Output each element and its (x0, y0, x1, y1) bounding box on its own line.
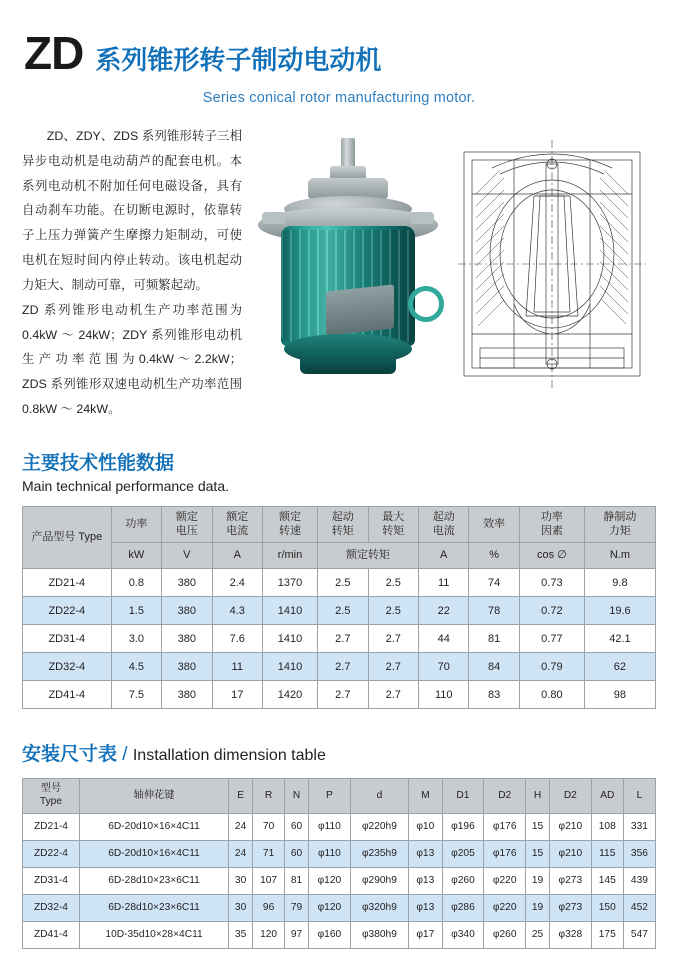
th-start-current: 起动 电流 (418, 506, 468, 543)
cell-d: φ290h9 (350, 867, 408, 894)
cell-h: 15 (526, 840, 550, 867)
cell-cos: 0.80 (519, 681, 584, 709)
cell-d1: φ286 (442, 894, 484, 921)
cell-h: 15 (526, 813, 550, 840)
cell-kw: 4.5 (111, 653, 161, 681)
th-d: d (350, 779, 408, 814)
th-m: M (409, 779, 443, 814)
cell-n: 60 (285, 813, 309, 840)
th-p: P (309, 779, 351, 814)
cell-m: φ10 (409, 813, 443, 840)
th-unit-kw: kW (111, 543, 161, 569)
cell-d: φ220h9 (350, 813, 408, 840)
cell-start-current: 110 (418, 681, 468, 709)
th-spline: 轴伸花键 (79, 779, 228, 814)
page-subtitle: Series conical rotor manufacturing motor. (202, 90, 476, 106)
section2-slash: / (122, 744, 128, 766)
th-power: 功率 (111, 506, 161, 543)
th-power-factor: 功率 因素 (519, 506, 584, 543)
cell-e: 35 (229, 921, 253, 948)
cell-d1: φ340 (442, 921, 484, 948)
cell-v: 380 (162, 597, 212, 625)
cell-type: ZD22-4 (23, 597, 112, 625)
intro-text-block (22, 124, 242, 422)
cell-type: ZD21-4 (23, 813, 80, 840)
cell-start-torque: 2.5 (318, 597, 368, 625)
th-e: E (229, 779, 253, 814)
cell-start-current: 44 (418, 625, 468, 653)
cell-kw: 7.5 (111, 681, 161, 709)
motor-cross-section-drawing (454, 134, 650, 394)
cell-m: φ13 (409, 840, 443, 867)
th-r: R (253, 779, 285, 814)
th-unit-a: A (212, 543, 262, 569)
cell-max-torque: 2.5 (368, 597, 418, 625)
cell-v: 380 (162, 653, 212, 681)
section2-heading-cn: 安装尺寸表 (22, 744, 118, 766)
th-unit-percent: % (469, 543, 519, 569)
cell-p: φ120 (309, 867, 351, 894)
cell-p: φ110 (309, 840, 351, 867)
intro-paragraph-1: ZD、ZDY、ZDS 系列锥形转子三相异步电动机是电动葫芦的配套电机。本系列电动机不附加任何电磁设备，具有自动刹车功能。在切断电源时，依靠转子上压力弹簧产生摩擦力矩制动，可使电机在短时间内停止转动。该电机起动力矩大、制动可靠，可频繁起动。 (22, 129, 242, 292)
cell-spline: 6D-20d10×16×4C11 (79, 813, 228, 840)
cell-v: 380 (162, 625, 212, 653)
cell-ad: 115 (591, 840, 623, 867)
cell-v: 380 (162, 681, 212, 709)
cell-max-torque: 2.5 (368, 569, 418, 597)
cell-start-current: 70 (418, 653, 468, 681)
title-line (24, 27, 654, 79)
cell-e: 24 (229, 840, 253, 867)
cell-brake: 42.1 (584, 625, 655, 653)
cell-rpm: 1420 (262, 681, 317, 709)
cell-h: 19 (526, 894, 550, 921)
th-h: H (526, 779, 550, 814)
cell-n: 60 (285, 840, 309, 867)
installation-dimension-table (22, 778, 656, 949)
cell-max-torque: 2.7 (368, 681, 418, 709)
cell-r: 107 (253, 867, 285, 894)
cell-brake: 62 (584, 653, 655, 681)
drawing-container (454, 124, 656, 399)
cell-a: 11 (212, 653, 262, 681)
section-installation-dimension (0, 739, 678, 766)
cell-rpm: 1410 (262, 653, 317, 681)
th-efficiency: 效率 (469, 506, 519, 543)
cell-type: ZD21-4 (23, 569, 112, 597)
cell-e: 30 (229, 867, 253, 894)
cell-d: φ380h9 (350, 921, 408, 948)
th-d2b: D2 (549, 779, 591, 814)
cell-a: 4.3 (212, 597, 262, 625)
cell-start-current: 22 (418, 597, 468, 625)
cell-start-current: 11 (418, 569, 468, 597)
intro-paragraph-2: ZD 系列锥形电动机生产功率范围为 0.4kW ～ 24kW；ZDY 系列锥形电动机 生 产 功 率 范 围 为 0.4kW ～ 2.2kW；ZDS 系列锥形双速电动机生产功率范围 0.8kW ～ 24kW。 (22, 302, 242, 416)
installation-table-body (23, 813, 656, 948)
table-row (23, 894, 656, 921)
cell-d2b: φ210 (549, 840, 591, 867)
cell-h: 19 (526, 867, 550, 894)
cell-n: 81 (285, 867, 309, 894)
technical-performance-table (22, 506, 656, 710)
table-row (23, 867, 656, 894)
cell-d2: φ176 (484, 840, 526, 867)
table-row (23, 653, 656, 681)
technical-table-head (23, 506, 656, 569)
cell-start-torque: 2.7 (318, 625, 368, 653)
cell-eff: 84 (469, 653, 519, 681)
cell-type: ZD31-4 (23, 625, 112, 653)
cell-d1: φ205 (442, 840, 484, 867)
cell-kw: 3.0 (111, 625, 161, 653)
cell-d1: φ260 (442, 867, 484, 894)
cell-l: 331 (623, 813, 655, 840)
cell-d2b: φ273 (549, 867, 591, 894)
cell-eff: 78 (469, 597, 519, 625)
table-row (23, 840, 656, 867)
table-row (23, 681, 656, 709)
th-ad: AD (591, 779, 623, 814)
cell-v: 380 (162, 569, 212, 597)
cell-l: 439 (623, 867, 655, 894)
th-unit-rated-torque: 额定转矩 (318, 543, 419, 569)
th-l: L (623, 779, 655, 814)
th-start-torque: 起动 转矩 (318, 506, 368, 543)
table-header-row-2 (23, 543, 656, 569)
cell-eff: 81 (469, 625, 519, 653)
cell-spline: 6D-20d10×16×4C11 (79, 840, 228, 867)
cell-kw: 1.5 (111, 597, 161, 625)
th-unit-a2: A (418, 543, 468, 569)
cell-h: 25 (526, 921, 550, 948)
cell-spline: 6D-28d10×23×6C11 (79, 894, 228, 921)
brand-logo-text: ZD (24, 27, 84, 79)
cell-type: ZD41-4 (23, 921, 80, 948)
th-static-brake-torque: 静制动 力矩 (584, 506, 655, 543)
th-type: 型号 Type (23, 779, 80, 814)
cell-type: ZD32-4 (23, 653, 112, 681)
section1-heading-cn: 主要技术性能数据 (22, 452, 175, 474)
th-rated-voltage: 额定 电压 (162, 506, 212, 543)
cell-n: 97 (285, 921, 309, 948)
cell-r: 70 (253, 813, 285, 840)
conical-rotor-motor-photo (248, 138, 448, 388)
table-row (23, 597, 656, 625)
cell-d2: φ176 (484, 813, 526, 840)
cell-p: φ160 (309, 921, 351, 948)
table-row (23, 813, 656, 840)
cell-max-torque: 2.7 (368, 625, 418, 653)
intro-section (0, 124, 678, 422)
cell-ad: 150 (591, 894, 623, 921)
cell-kw: 0.8 (111, 569, 161, 597)
cell-d2b: φ273 (549, 894, 591, 921)
cell-e: 24 (229, 813, 253, 840)
th-max-torque: 最大 转矩 (368, 506, 418, 543)
cell-m: φ13 (409, 867, 443, 894)
cell-p: φ110 (309, 813, 351, 840)
table-header-row-1 (23, 506, 656, 543)
cell-brake: 98 (584, 681, 655, 709)
cell-d2b: φ210 (549, 813, 591, 840)
table-row (23, 921, 656, 948)
cell-m: φ17 (409, 921, 443, 948)
page-title: 系列锥形转子制动电动机 (95, 45, 382, 75)
page-header (0, 0, 678, 106)
motor-lifting-eye (408, 286, 444, 322)
cell-d2: φ220 (484, 894, 526, 921)
cell-r: 120 (253, 921, 285, 948)
cell-m: φ13 (409, 894, 443, 921)
motor-photo-container (248, 124, 448, 388)
cell-rpm: 1370 (262, 569, 317, 597)
technical-table-body (23, 569, 656, 709)
th-unit-nm: N.m (584, 543, 655, 569)
installation-table-head (23, 779, 656, 814)
cell-cos: 0.79 (519, 653, 584, 681)
cell-rpm: 1410 (262, 597, 317, 625)
motor-terminal-box (326, 284, 394, 335)
cell-r: 71 (253, 840, 285, 867)
cell-l: 452 (623, 894, 655, 921)
cell-d2: φ220 (484, 867, 526, 894)
cell-start-torque: 2.7 (318, 653, 368, 681)
cell-brake: 9.8 (584, 569, 655, 597)
th-unit-cos: cos ∅ (519, 543, 584, 569)
cell-type: ZD32-4 (23, 894, 80, 921)
motor-lug-left (262, 212, 286, 224)
cell-max-torque: 2.7 (368, 653, 418, 681)
cell-e: 30 (229, 894, 253, 921)
cell-type: ZD31-4 (23, 867, 80, 894)
cell-a: 17 (212, 681, 262, 709)
cell-cos: 0.77 (519, 625, 584, 653)
cell-n: 79 (285, 894, 309, 921)
cell-a: 7.6 (212, 625, 262, 653)
cell-ad: 145 (591, 867, 623, 894)
th-n: N (285, 779, 309, 814)
cell-a: 2.4 (212, 569, 262, 597)
section2-heading (22, 739, 656, 766)
cell-p: φ120 (309, 894, 351, 921)
th-type: 产品型号 Type (23, 506, 112, 569)
th-unit-v: V (162, 543, 212, 569)
installation-table-wrap (0, 778, 678, 949)
cell-rpm: 1410 (262, 625, 317, 653)
cell-eff: 74 (469, 569, 519, 597)
cell-eff: 83 (469, 681, 519, 709)
cell-ad: 108 (591, 813, 623, 840)
cell-brake: 19.6 (584, 597, 655, 625)
th-unit-rpm: r/min (262, 543, 317, 569)
cell-l: 356 (623, 840, 655, 867)
cell-type: ZD22-4 (23, 840, 80, 867)
cell-d: φ320h9 (350, 894, 408, 921)
cell-d1: φ196 (442, 813, 484, 840)
cell-start-torque: 2.5 (318, 569, 368, 597)
cell-l: 547 (623, 921, 655, 948)
th-rated-speed: 额定 转速 (262, 506, 317, 543)
cell-spline: 10D-35d10×28×4C11 (79, 921, 228, 948)
section2-heading-en: Installation dimension table (132, 747, 326, 765)
table-header-row (23, 779, 656, 814)
cell-d2: φ260 (484, 921, 526, 948)
table-row (23, 625, 656, 653)
cell-cos: 0.72 (519, 597, 584, 625)
th-d2: D2 (484, 779, 526, 814)
th-rated-current: 额定 电流 (212, 506, 262, 543)
motor-base (300, 352, 396, 374)
cell-cos: 0.73 (519, 569, 584, 597)
cell-start-torque: 2.7 (318, 681, 368, 709)
cell-ad: 175 (591, 921, 623, 948)
cell-d2b: φ328 (549, 921, 591, 948)
cell-type: ZD41-4 (23, 681, 112, 709)
technical-table-wrap (0, 506, 678, 710)
section-technical-data (0, 448, 678, 494)
section1-heading-en: Main technical performance data. (22, 477, 229, 494)
motor-lug-right (410, 212, 434, 224)
cell-r: 96 (253, 894, 285, 921)
table-row (23, 569, 656, 597)
cell-d: φ235h9 (350, 840, 408, 867)
th-d1: D1 (442, 779, 484, 814)
cell-spline: 6D-28d10×23×6C11 (79, 867, 228, 894)
